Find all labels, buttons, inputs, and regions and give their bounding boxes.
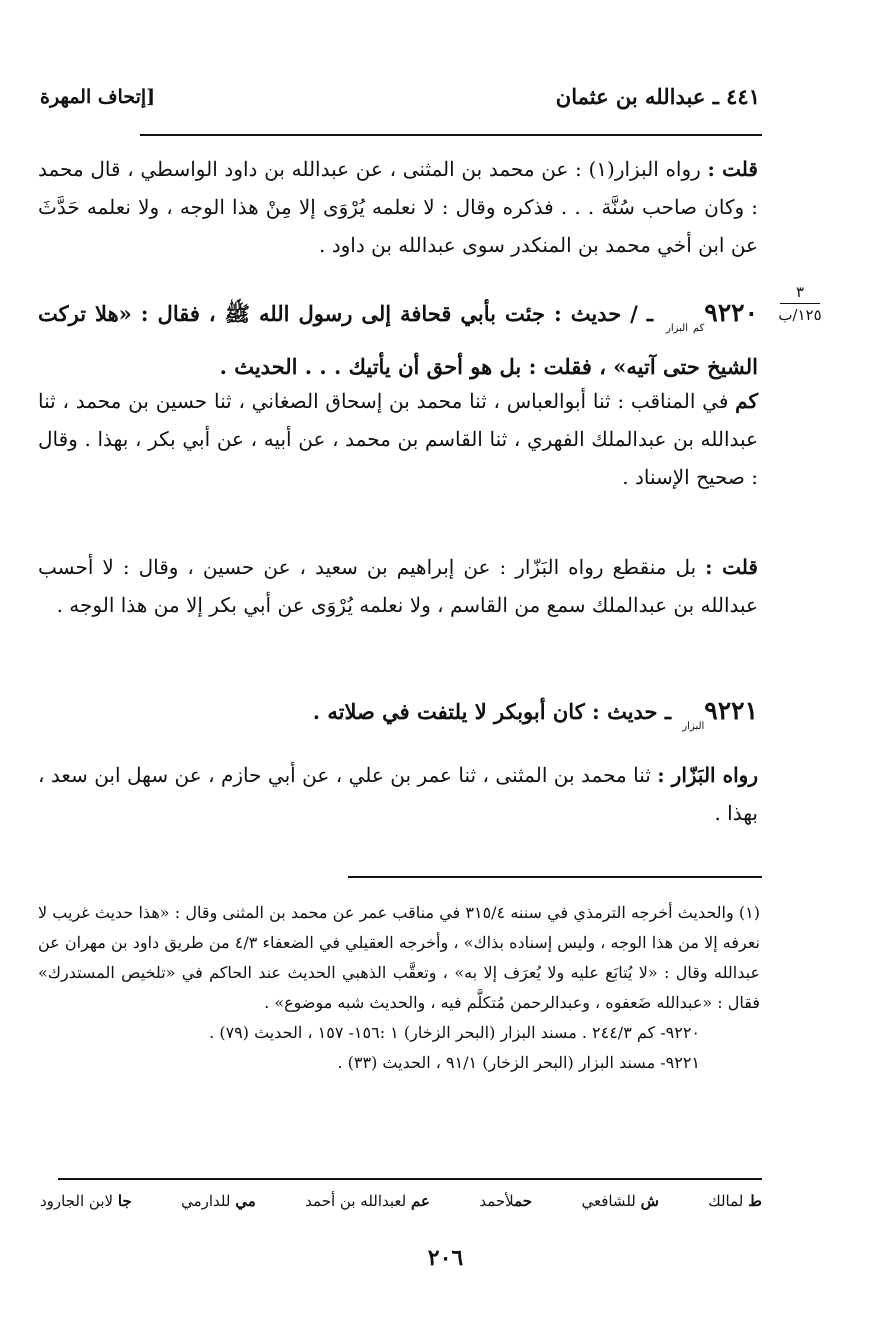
paragraph-lead: قلت :	[707, 157, 758, 181]
paragraph-lead: رواه البَزّار :	[657, 763, 758, 787]
paragraph-text: في المناقب : ثنا أبوالعباس ، ثنا محمد بن إسحاق الصغاني ، ثنا حسين بن محمد ، ثنا عبدالله بن عبدالملك الفهري ، ثنا القاسم بن محمد ، عن أبيه ، عن أبي بكر ، بهذا . وقال : صحيح الإسناد .	[38, 389, 758, 489]
abbrev-item: ش للشافعي	[581, 1192, 659, 1210]
hadith-source-tag: البزار	[682, 721, 705, 732]
paragraph-text: بل منقطع رواه البَزّار : عن إبراهيم بن سعيد ، عن حسين ، وقال : لا أحسب عبدالله بن عبدالملك سمع من القاسم ، ولا نعلمه يُرْوَى عن أبي بكر إلا من هذا الوجه .	[38, 555, 758, 617]
chapter-title: ٤٤١ ـ عبدالله بن عثمان	[555, 84, 760, 109]
hadith-number: ٩٢٢٠	[704, 298, 759, 327]
abbreviation-key	[40, 1192, 762, 1210]
paragraph-lead: كم	[735, 389, 758, 413]
margin-note-bottom: ١٢٥/ب	[778, 306, 822, 324]
margin-note	[770, 283, 830, 324]
hadith-text: ـ حديث : كان أبوبكر لا يلتفت في صلاته .	[312, 699, 679, 724]
abbreviation-rule	[58, 1178, 762, 1180]
footnote-1: (١) والحديث أخرجه الترمذي في سننه ٣١٥/٤ في مناقب عمر عن محمد بن المثنى وقال : «هذا حديث غريب لا نعرفه إلا من هذا الوجه ، وليس إسناده بذاك» ، وأخرجه العقيلي في الضعفاء ٤/٣ من طريق داود بن مهران عن عبدالله وقال : «لا يُتابَع عليه ولا يُعرَف إلا به» ، وتعقَّب الذهبي الحديث عند الحاكم في «تلخيص المستدرك» فقال : «عبدالله ضَعفوه ، وعبدالرحمن مُتكلَّم فيه ، والحديث شبه موضوع» .	[38, 903, 761, 1012]
abbrev-item: جا لابن الجارود	[40, 1192, 132, 1210]
footnote-9220: ٩٢٢٠- كم ٢٤٤/٣ . مسند البزار (البحر الزخار) ١ :١٥٦- ١٥٧ ، الحديث (٧٩) .	[209, 1023, 700, 1042]
abbrev-item: عم لعبدالله بن أحمد	[305, 1192, 430, 1210]
paragraph-rawahu	[38, 756, 758, 832]
running-header	[40, 84, 760, 120]
hadith-text: ـ / حديث : جئت بأبي قحافة إلى رسول الله ﷺ ، فقال : «هلا تركت الشيخ حتى آتيه» ، فقلت : بل هو أحق أن يأتيك . . . الحديث .	[38, 301, 758, 379]
paragraph-kam	[38, 382, 758, 496]
abbrev-item: مي للدارمي	[181, 1192, 256, 1210]
paragraph-text: ثنا محمد بن المثنى ، ثنا عمر بن علي ، عن أبي حازم ، عن سهل ابن سعد ، بهذا .	[38, 763, 758, 825]
footnote-rule	[348, 876, 762, 878]
abbrev-item: حملأحمد	[479, 1192, 533, 1210]
paragraph-qultu-1	[38, 150, 758, 264]
footnote-9221: ٩٢٢١- مسند البزار (البحر الزخار) ٩١/١ ، الحديث (٣٣) .	[337, 1053, 700, 1072]
hadith-source-tag: كم البزار	[666, 323, 705, 334]
hadith-number: ٩٢٢١	[704, 696, 758, 725]
page-number: ٢٠٦	[427, 1245, 464, 1271]
hadith-9221	[38, 692, 758, 746]
book-title: [إتحاف المهرة	[40, 86, 156, 108]
paragraph-qultu-2	[38, 548, 758, 624]
paragraph-text: رواه البزار(١) : عن محمد بن المثنى ، عن عبدالله بن داود الواسطي ، قال محمد : وكان صاحب سُنَّة . . . فذكره وقال : لا نعلمه يُرْوَى إلا مِنْ هذا الوجه ، ولا نعلمه حَدَّثَ عن ابن أخي محمد بن المنكدر سوى عبدالله بن داود .	[38, 157, 758, 257]
footnotes	[38, 898, 760, 1078]
margin-note-divider	[780, 303, 820, 304]
header-rule	[140, 134, 762, 136]
margin-note-top: ٣	[795, 283, 805, 301]
hadith-9220	[38, 294, 758, 386]
abbrev-item: ط لمالك	[708, 1192, 762, 1210]
paragraph-lead: قلت :	[705, 555, 758, 579]
